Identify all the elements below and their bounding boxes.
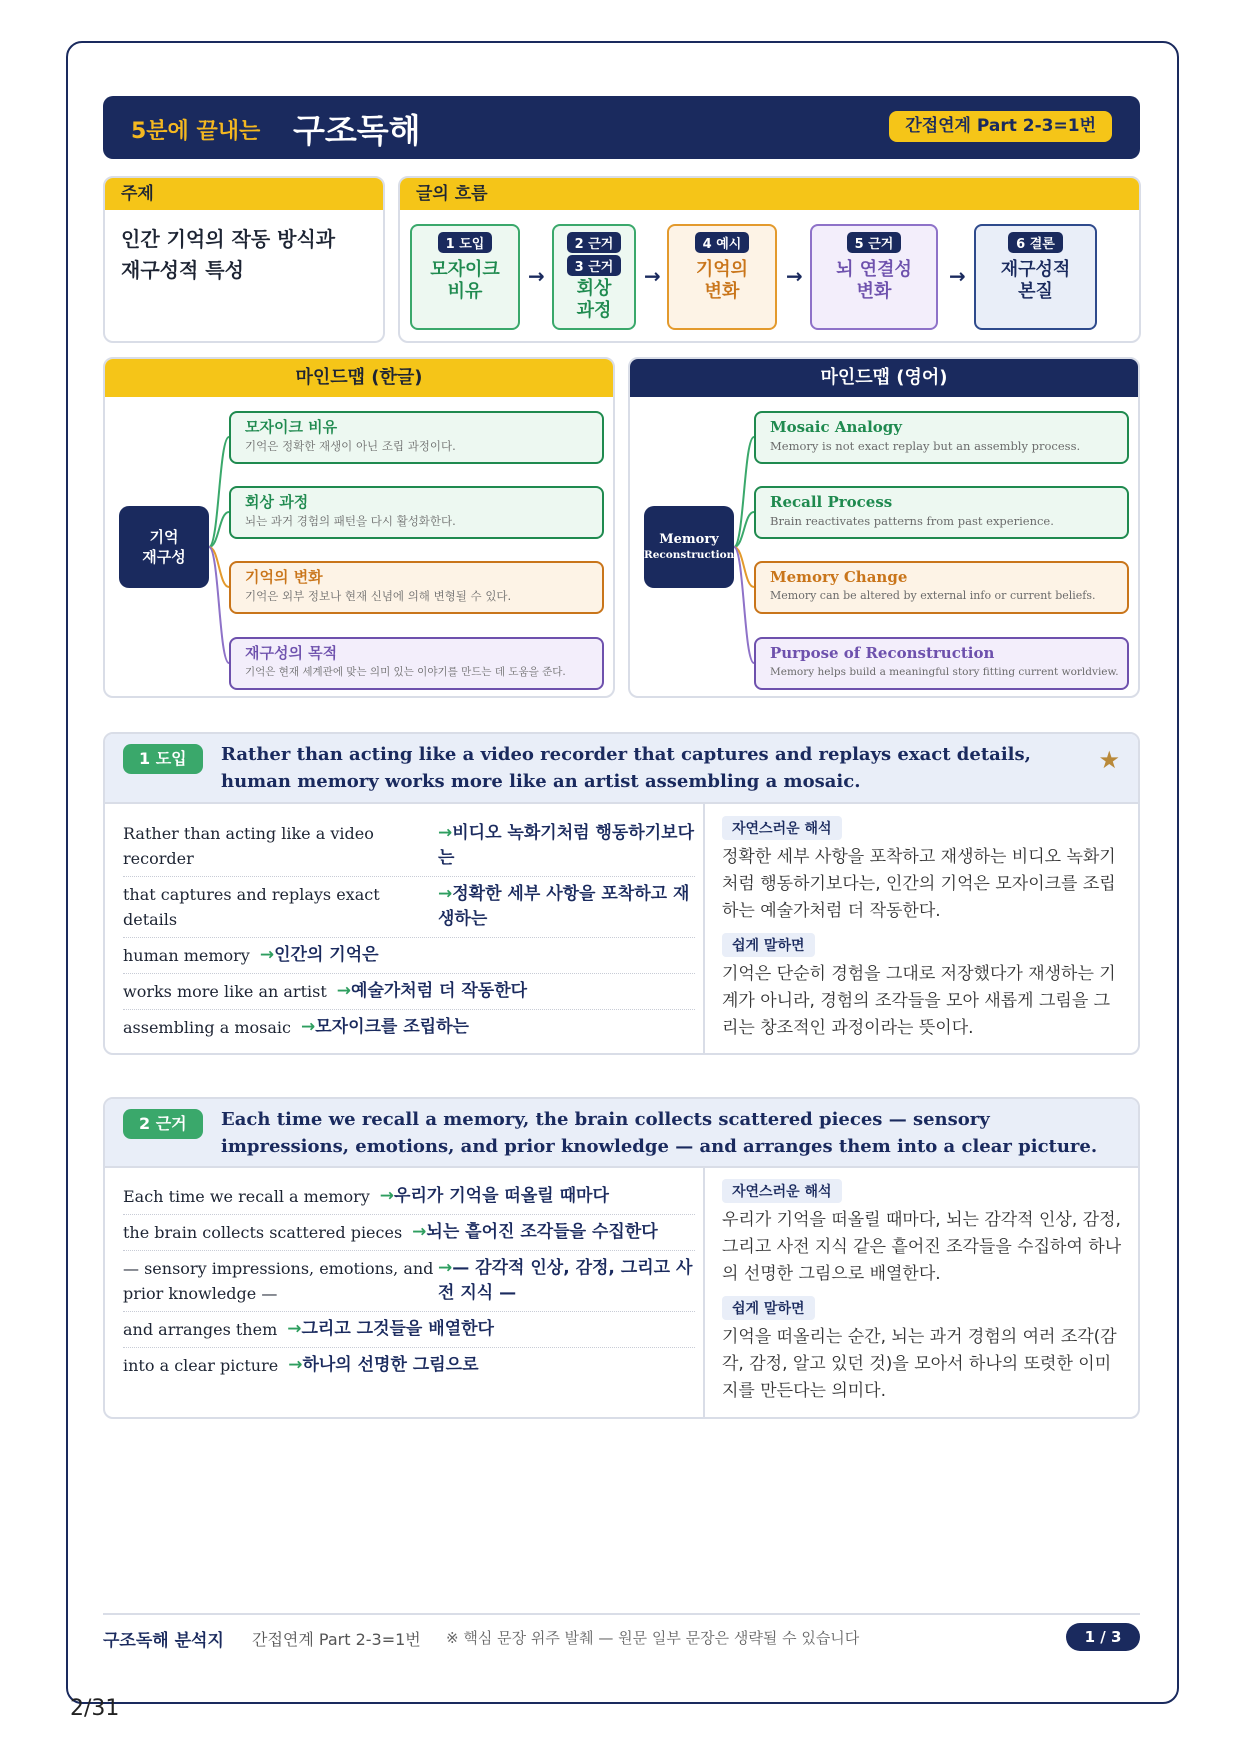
flow-step-tag: 1 도입 (438, 232, 493, 253)
easy-text: 기억은 단순히 경험을 그대로 저장했다가 재생하는 기계가 아니라, 경험의 조각들을 모아 새롭게 그림을 그리는 창조적인 과정이라는 뜻이다. (722, 964, 1116, 1038)
mindmap-node-desc: Memory helps build a meaningful story fitting current worldview. (770, 666, 1119, 678)
flow-step-text: 회상 (576, 278, 612, 299)
phrase-en: and arranges them (123, 1320, 278, 1339)
flow-step-text: 모자이크 (430, 259, 500, 280)
phrase-ko: 예술가처럼 더 작동한다 (351, 981, 528, 1001)
flow-step-1 (410, 224, 520, 330)
mindmap-center-line-2: 재구성 (142, 548, 186, 566)
phrase-ko: 우리가 기억을 떠올릴 때마다 (394, 1186, 609, 1206)
section-header (105, 1099, 1138, 1168)
section-header (105, 734, 1138, 804)
mindmap-node-title: 회상 과정 (245, 493, 309, 511)
mindmap-center-line-1: Memory (659, 532, 719, 547)
mindmap-node-title: Recall Process (770, 493, 893, 511)
mindmap-node (229, 411, 604, 464)
footer-part: 간접연계 Part 2-3=1번 (252, 1630, 421, 1649)
easy-label: 쉽게 말하면 (722, 933, 815, 957)
phrase-row: assembling a mosaic →모자이크를 조립하는 (123, 1010, 695, 1045)
natural-label: 자연스러운 해석 (722, 1179, 842, 1203)
mindmap-node-title: 기억의 변화 (245, 568, 323, 586)
footer-note: ※ 핵심 문장 위주 발췌 — 원문 일부 문장은 생략될 수 있습니다 (446, 1629, 860, 1647)
flow-step-tag: 6 결론 (1008, 232, 1063, 253)
footer-page-badge: 1 / 3 (1066, 1623, 1140, 1651)
flow-step-text: 변화 (856, 281, 892, 302)
phrase-row: Each time we recall a memory →우리가 기억을 떠올릴 때마다 (123, 1179, 695, 1215)
mindmap-korean (103, 357, 615, 698)
section-title: Rather than acting like a video recorder that captures and replays exact details, human memory works more like an artist assembling a mosaic. (221, 744, 1031, 792)
mindmap-node-title: 재구성의 목적 (245, 644, 338, 662)
section-badge: 2 근거 (123, 1109, 203, 1139)
mindmap-node-desc: Memory is not exact replay but an assembly process. (770, 439, 1081, 453)
flow-step-4 (810, 224, 938, 330)
phrase-row: works more like an artist →예술가처럼 더 작동한다 (123, 974, 695, 1010)
part-badge: 간접연계 Part 2-3=1번 (889, 111, 1112, 142)
flow-step-text: 재구성적 (1000, 259, 1071, 280)
flow-arrow: → (528, 264, 545, 288)
mindmap-node-title: Memory Change (770, 568, 908, 586)
mindmap-node-title: 모자이크 비유 (245, 418, 338, 436)
mindmap-node-desc: 뇌는 과거 경험의 패턴을 다시 활성화한다. (245, 514, 456, 528)
phrase-ko: — 감각적 인상, 감정, 그리고 사전 지식 — (438, 1258, 693, 1303)
phrase-table (123, 816, 695, 1045)
mindmap-node (754, 561, 1129, 614)
phrase-en: human memory (123, 946, 250, 965)
mindmap-center (644, 506, 734, 588)
phrase-row: that captures and replays exact details →정확한 세부 사항을 포착하고 재생하는 (123, 877, 695, 938)
section-evidence (103, 1097, 1140, 1419)
mindmap-node (229, 486, 604, 539)
footer-brand: 구조독해 분석지 (103, 1631, 224, 1651)
phrase-en: works more like an artist (123, 982, 327, 1001)
phrase-en: — sensory impressions, emotions, and prior knowledge — (123, 1259, 434, 1303)
flow-step-text: 기억의 (695, 259, 749, 280)
mindmap-node-desc: 기억은 정확한 재생이 아닌 조립 과정이다. (245, 439, 456, 453)
mindmap-center-line-2: Reconstruction (644, 549, 735, 561)
mindmap-node (754, 637, 1129, 690)
flow-step-2 (552, 224, 636, 330)
natural-text: 정확한 세부 사항을 포착하고 재생하는 비디오 녹화기처럼 행동하기보다는, 인간의 기억은 모자이크를 조립하는 예술가처럼 더 작동한다. (722, 847, 1116, 921)
easy-text: 기억을 떠올리는 순간, 뇌는 과거 경험의 여러 조각(감각, 감정, 알고 있던 것)을 모아서 하나의 또렷한 이미지를 만든다는 의미다. (722, 1327, 1117, 1401)
column-divider (703, 1168, 705, 1419)
column-divider (703, 804, 705, 1055)
flow-step-text: 본질 (1018, 281, 1053, 302)
phrase-en: into a clear picture (123, 1356, 279, 1375)
mindmap-english-label: 마인드맵 (영어) (630, 359, 1138, 397)
mindmap-node (754, 486, 1129, 539)
flow-step-text: 비유 (447, 281, 483, 302)
phrase-en: the brain collects scattered pieces (123, 1223, 403, 1242)
flow-step-text: 변화 (704, 281, 740, 302)
flow-arrow: → (949, 264, 966, 288)
mindmap-node (229, 637, 604, 690)
flow-step-tag: 5 근거 (847, 232, 902, 253)
footer-divider (103, 1613, 1140, 1615)
topic-card (103, 176, 385, 343)
natural-label: 자연스러운 해석 (722, 816, 842, 840)
mindmap-node (754, 411, 1129, 464)
section-intro (103, 732, 1140, 1055)
mindmap-node-title: Mosaic Analogy (770, 418, 902, 436)
mindmap-english (628, 357, 1140, 698)
phrase-en: assembling a mosaic (123, 1018, 291, 1037)
mindmap-node-desc: Memory can be altered by external info or current beliefs. (770, 589, 1096, 602)
mindmap-node-desc: 기억은 외부 정보나 현재 신념에 의해 변형될 수 있다. (245, 589, 512, 603)
flow-step-text: 뇌 연결성 (836, 259, 912, 280)
topic-label: 주제 (105, 178, 383, 210)
flow-step-5 (974, 224, 1097, 330)
natural-text: 우리가 기억을 떠올릴 때마다, 뇌는 감각적 인상, 감정, 그리고 사전 지식 같은 흩어진 조각들을 수집하여 하나의 선명한 그림으로 배열한다. (722, 1210, 1122, 1284)
phrase-ko: 비디오 녹화기처럼 행동하기보다는 (438, 823, 694, 868)
mindmap-center (119, 506, 209, 588)
topic-line-2: 재구성적 특성 (121, 258, 244, 282)
phrase-table (123, 1179, 695, 1383)
mindmap-center-line-1: 기억 (149, 528, 179, 546)
header-bar (103, 96, 1140, 159)
flow-arrow: → (644, 264, 661, 288)
easy-label: 쉽게 말하면 (722, 1296, 815, 1320)
header-title: 구조독해 (293, 111, 421, 150)
flow-step-tag: 3 근거 (567, 255, 622, 276)
flow-arrow: → (786, 264, 803, 288)
interpretation-panel (722, 816, 1122, 1050)
phrase-row: and arranges them →그리고 그것들을 배열한다 (123, 1312, 695, 1348)
mindmap-node (229, 561, 604, 614)
phrase-ko: 모자이크를 조립하는 (315, 1017, 469, 1037)
phrase-ko: 뇌는 흩어진 조각들을 수집한다 (426, 1222, 658, 1242)
mindmap-korean-label: 마인드맵 (한글) (105, 359, 613, 397)
flow-label: 글의 흐름 (400, 178, 1139, 210)
flow-step-tag: 2 근거 (567, 232, 622, 253)
section-badge: 1 도입 (123, 744, 203, 774)
phrase-en: that captures and replays exact details (123, 885, 380, 929)
phrase-ko: 그리고 그것들을 배열한다 (301, 1319, 494, 1339)
flow-step-tag: 4 예시 (695, 232, 750, 253)
mindmap-node-desc: Brain reactivates patterns from past experience. (770, 514, 1054, 528)
star-icon: ★ (1098, 746, 1120, 774)
section-title: Each time we recall a memory, the brain collects scattered pieces — sensory impressions, emotions, and prior knowledge — and arranges them into a clear picture. (221, 1109, 1098, 1157)
flow-step-text: 과정 (576, 300, 612, 321)
phrase-ko: 인간의 기억은 (274, 945, 379, 965)
phrase-row: Rather than acting like a video recorder →비디오 녹화기처럼 행동하기보다는 (123, 816, 695, 877)
phrase-ko: 하나의 선명한 그림으로 (302, 1355, 479, 1375)
phrase-row: the brain collects scattered pieces →뇌는 흩어진 조각들을 수집한다 (123, 1215, 695, 1251)
phrase-en: Rather than acting like a video recorder (123, 824, 374, 868)
phrase-row: into a clear picture →하나의 선명한 그림으로 (123, 1348, 695, 1383)
mindmap-node-desc: 기억은 현재 세계관에 맞는 의미 있는 이야기를 만드는 데 도움을 준다. (245, 666, 566, 678)
header-brand: 5분에 끝내는 (131, 119, 261, 144)
phrase-row: human memory →인간의 기억은 (123, 938, 695, 974)
flow-step-3 (667, 224, 777, 330)
mindmap-node-title: Purpose of Reconstruction (770, 644, 995, 662)
phrase-ko: 정확한 세부 사항을 포착하고 재생하는 (438, 884, 690, 929)
flow-card (398, 176, 1141, 343)
phrase-en: Each time we recall a memory (123, 1187, 370, 1206)
topic-line-1: 인간 기억의 작동 방식과 (121, 227, 336, 251)
interpretation-panel (722, 1179, 1122, 1413)
page-counter: 2/31 (70, 1696, 120, 1721)
phrase-row: — sensory impressions, emotions, and prior knowledge — →— 감각적 인상, 감정, 그리고 사전 지식 — (123, 1251, 695, 1312)
